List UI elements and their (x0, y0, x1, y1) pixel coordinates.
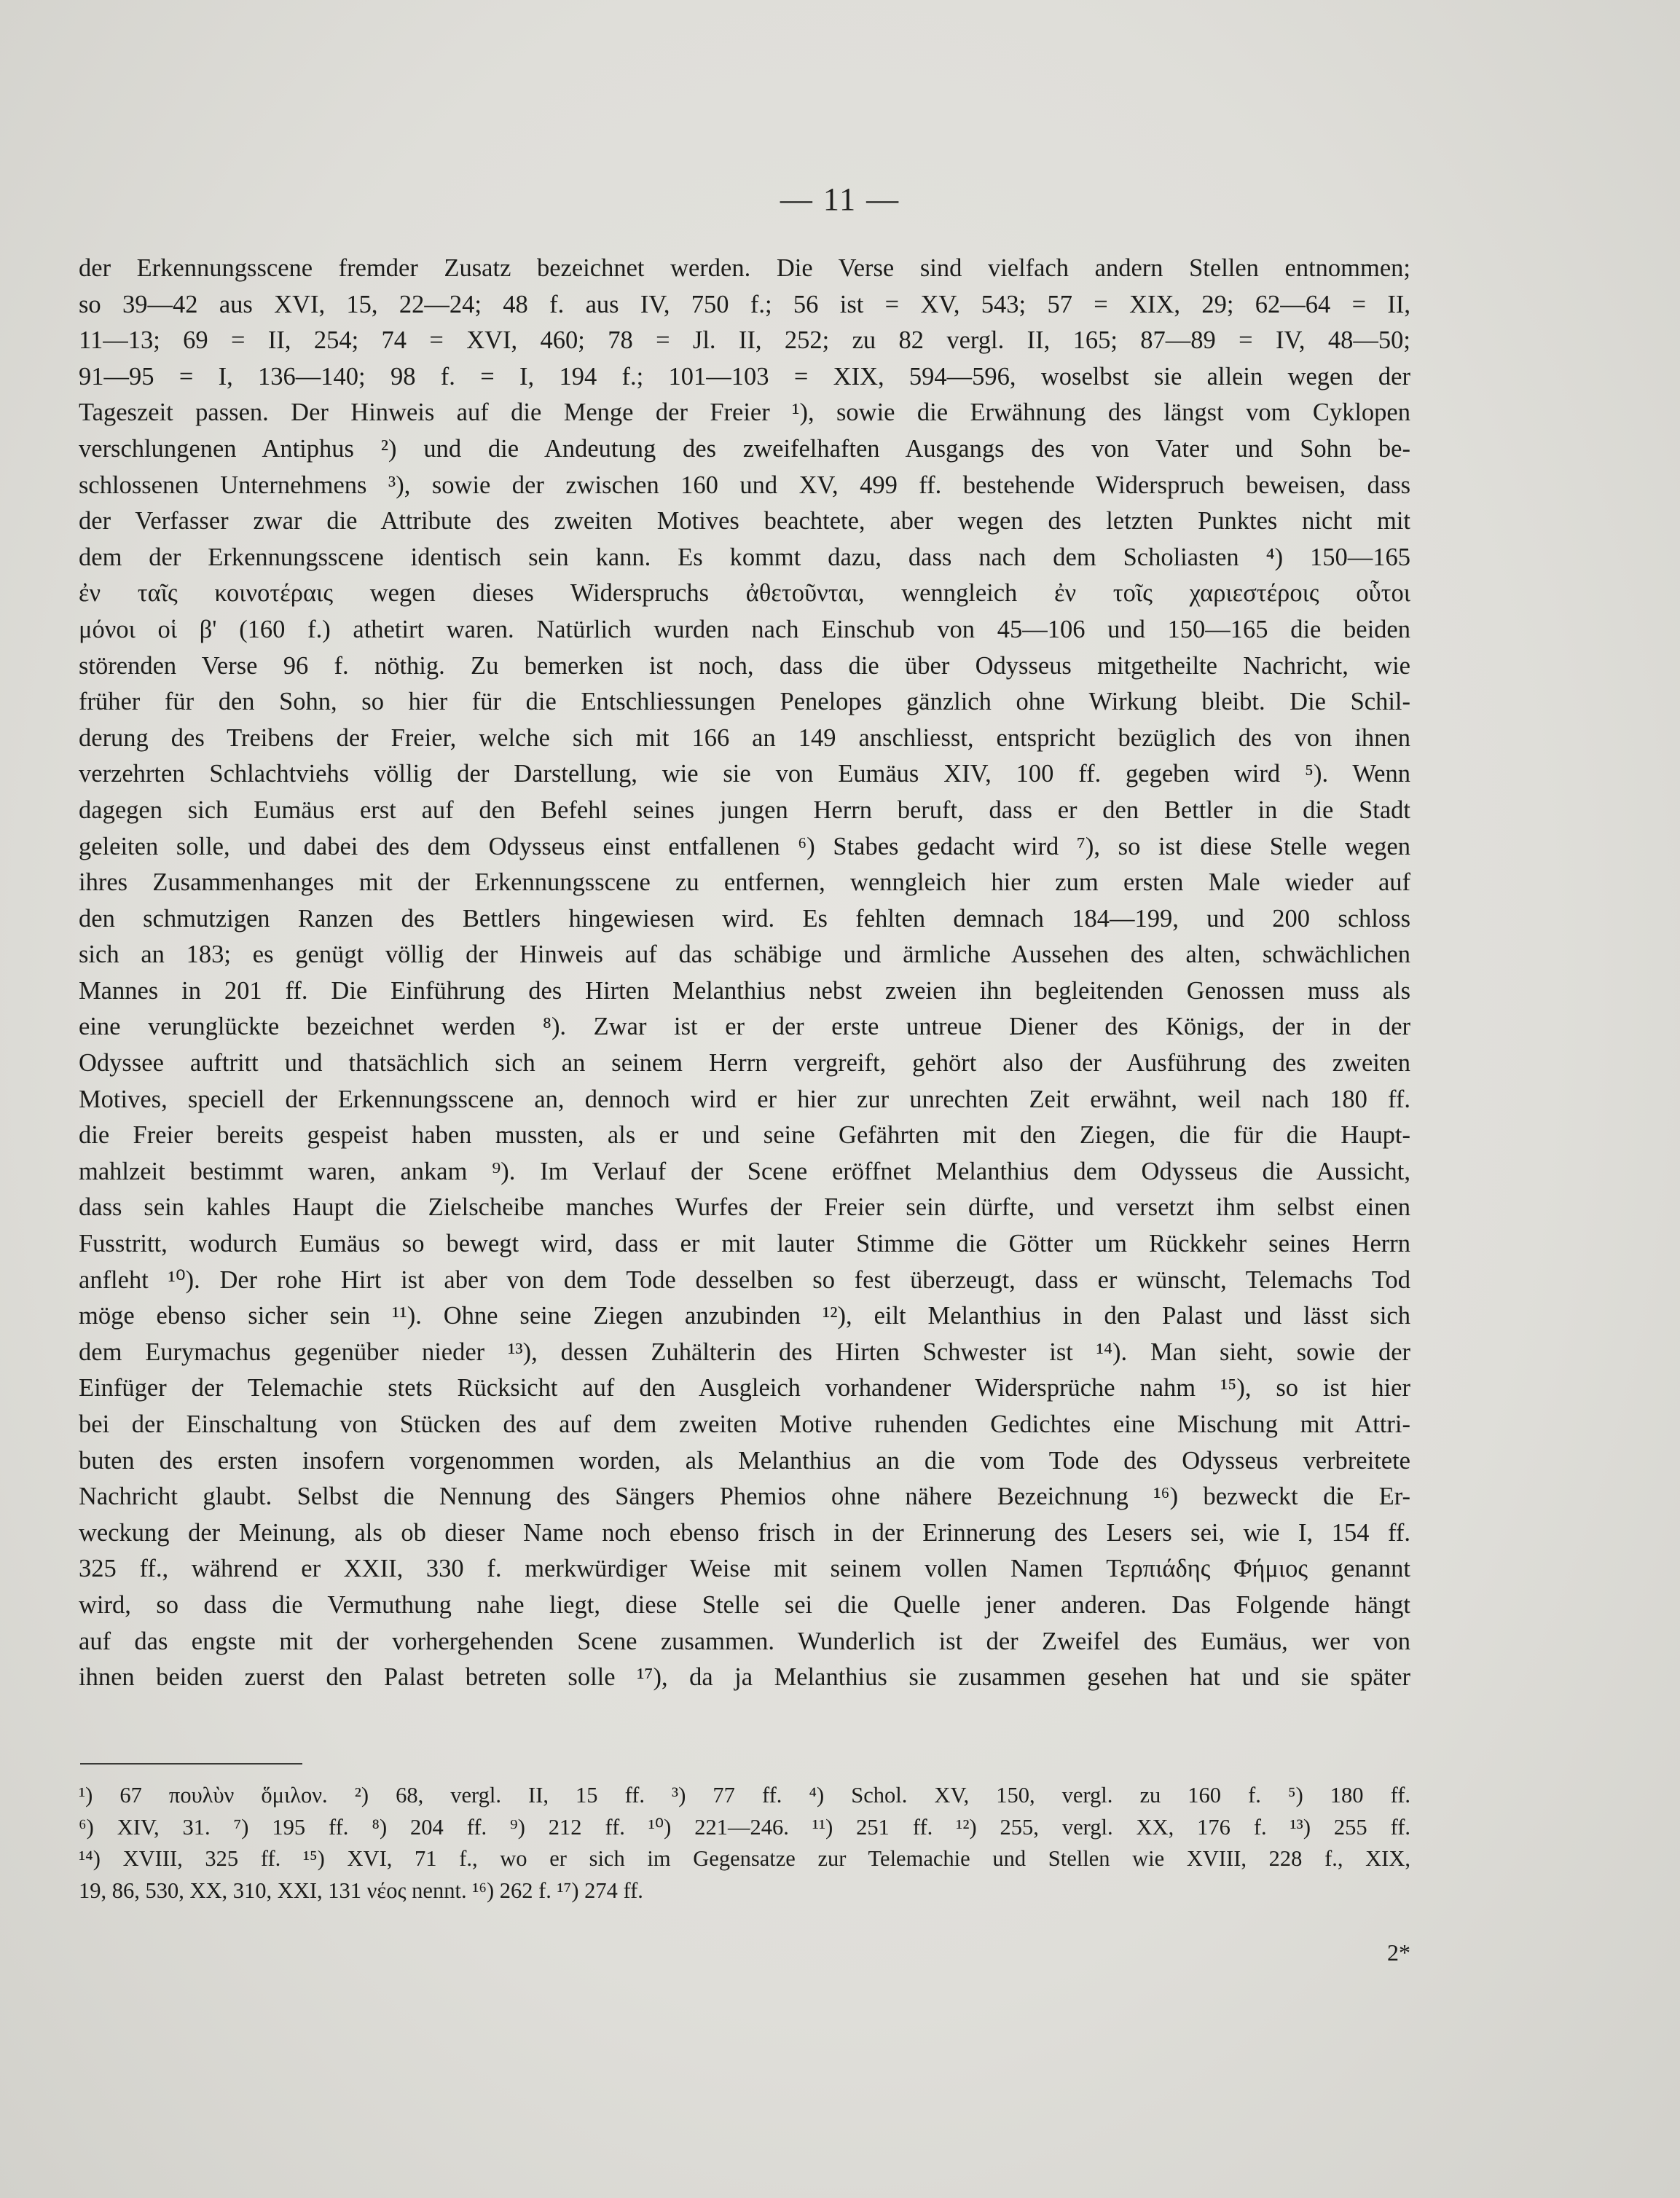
body-line: ἐν ταῖς κοινοτέραις wegen dieses Widerspruchs ἀθετοῦνται, wenngleich ἐν τοῖς χαριεστέροις οὗτοι (79, 579, 1410, 608)
body-line: der Erkennungsscene fremder Zusatz bezeichnet werden. Die Verse sind vielfach andern Stellen entnommen; (79, 254, 1410, 282)
footnotes (79, 1780, 1410, 1907)
body-line: dem der Erkennungsscene identisch sein kann. Es kommt dazu, dass nach dem Scholiasten ⁴) 150—165 (79, 543, 1410, 571)
body-line: schlossenen Unternehmens ³), sowie der zwischen 160 und XV, 499 ff. bestehende Widerspruch beweisen, dass (79, 471, 1410, 499)
body-line: Tageszeit passen. Der Hinweis auf die Menge der Freier ¹), sowie die Erwähnung des längst vom Cyklopen (79, 399, 1410, 427)
body-line: die Freier bereits gespeist haben mussten, als er und seine Gefährten mit den Ziegen, die für die Haupt- (79, 1121, 1410, 1150)
body-line: weckung der Meinung, als ob dieser Name noch ebenso frisch in der Erinnerung des Lesers sei, wie I, 154 ff. (79, 1518, 1410, 1547)
body-line: geleiten solle, und dabei des dem Odysseus einst entfallenen ⁶) Stabes gedacht wird ⁷), so ist diese Stelle wegen (79, 832, 1410, 860)
body-line: ihnen beiden zuerst den Palast betreten solle ¹⁷), da ja Melanthius sie zusammen gesehen hat und sie später (79, 1663, 1410, 1692)
footnote-line: ⁶) XIV, 31. ⁷) 195 ff. ⁸) 204 ff. ⁹) 212 ff. ¹⁰) 221—246. ¹¹) 251 ff. ¹²) 255, vergl. XX, 176 f. ¹³) 255 ff. (79, 1814, 1410, 1840)
body-line: der Verfasser zwar die Attribute des zweiten Motives beachtete, aber wegen des letzten Punktes nicht mit (79, 507, 1410, 535)
body-text (79, 251, 1410, 1696)
body-line: verzehrten Schlachtviehs völlig der Darstellung, wie sie von Eumäus XIV, 100 ff. gegeben wird ⁵). Wenn (79, 760, 1410, 788)
body-line: dass sein kahles Haupt die Zielscheibe manches Wurfes der Freier sein dürfte, und versetzt ihm selbst einen (79, 1193, 1410, 1222)
body-line: buten des ersten insofern vorgenommen worden, als Melanthius an die vom Tode des Odysseus verbreitete (79, 1446, 1410, 1475)
body-line: Fusstritt, wodurch Eumäus so bewegt wird, dass er mit lauter Stimme die Götter um Rückkehr seines Herrn (79, 1230, 1410, 1258)
body-line: verschlungenen Antiphus ²) und die Andeutung des zweifelhaften Ausgangs des von Vater und Sohn be- (79, 434, 1410, 463)
body-line: Odyssee auftritt und thatsächlich sich an seinem Herrn vergreift, gehört also der Ausführung des zweiten (79, 1049, 1410, 1078)
body-line: eine verunglückte bezeichnet werden ⁸). Zwar ist er der erste untreue Diener des Königs, der in der (79, 1013, 1410, 1041)
body-line: so 39—42 aus XVI, 15, 22—24; 48 f. aus IV, 750 f.; 56 ist = XV, 543; 57 = XIX, 29; 62—64 = II, (79, 290, 1410, 318)
body-line: Mannes in 201 ff. Die Einführung des Hirten Melanthius nebst zweien ihn begleitenden Genossen muss als (79, 976, 1410, 1005)
body-line: 91—95 = I, 136—140; 98 f. = I, 194 f.; 101—103 = XIX, 594—596, woselbst sie allein wegen der (79, 362, 1410, 390)
footnote-divider (80, 1763, 302, 1765)
footnote-line: ¹⁴) XVIII, 325 ff. ¹⁵) XVI, 71 f., wo er sich im Gegensatze zur Telemachie und Stellen wie XVIII, 228 f., XIX, (79, 1846, 1410, 1871)
body-line: Einfüger der Telemachie stets Rücksicht auf den Ausgleich vorhandener Widersprüche nahm ¹⁵), so ist hier (79, 1374, 1410, 1402)
body-line: früher für den Sohn, so hier für die Entschliessungen Penelopes gänzlich ohne Wirkung bleibt. Die Schil- (79, 688, 1410, 716)
body-line: störenden Verse 96 f. nöthig. Zu bemerken ist noch, dass die über Odysseus mitgetheilte Nachricht, wie (79, 651, 1410, 680)
signature-mark: 2* (1387, 1939, 1410, 1966)
body-line: μόνοι οἱ β' (160 f.) athetirt waren. Natürlich wurden nach Einschub von 45—106 und 150—165 die beiden (79, 615, 1410, 643)
body-line: auf das engste mit der vorhergehenden Scene zusammen. Wunderlich ist der Zweifel des Eumäus, wer von (79, 1627, 1410, 1655)
body-line: ihres Zusammenhanges mit der Erkennungsscene zu entfernen, wenngleich hier zum ersten Male wieder auf (79, 868, 1410, 897)
body-line: den schmutzigen Ranzen des Bettlers hingewiesen wird. Es fehlten demnach 184—199, und 200 schloss (79, 904, 1410, 933)
body-line: bei der Einschaltung von Stücken des auf dem zweiten Motive ruhenden Gedichtes eine Mischung mit Attri- (79, 1410, 1410, 1438)
body-line: derung des Treibens der Freier, welche sich mit 166 an 149 anschliesst, entspricht bezüglich des von ihnen (79, 723, 1410, 752)
body-line: mahlzeit bestimmt waren, ankam ⁹). Im Verlauf der Scene eröffnet Melanthius dem Odysseus die Aussicht, (79, 1157, 1410, 1185)
body-line: Nachricht glaubt. Selbst die Nennung des Sängers Phemios ohne nähere Bezeichnung ¹⁶) bezweckt die Er- (79, 1483, 1410, 1511)
body-line: 11—13; 69 = II, 254; 74 = XVI, 460; 78 = Jl. II, 252; zu 82 vergl. II, 165; 87—89 = IV, 48—50; (79, 326, 1410, 355)
body-line: möge ebenso sicher sein ¹¹). Ohne seine Ziegen anzubinden ¹²), eilt Melanthius in den Palast und lässt sich (79, 1302, 1410, 1330)
body-line: wird, so dass die Vermuthung nahe liegt, diese Stelle sei die Quelle jener anderen. Das Folgende hängt (79, 1590, 1410, 1619)
body-line: 325 ff., während er XXII, 330 f. merkwürdiger Weise mit seinem vollen Namen Τερπιάδης Φήμιος genannt (79, 1555, 1410, 1583)
body-line: sich an 183; es genügt völlig der Hinweis auf das schäbige und ärmliche Aussehen des alten, schwächlichen (79, 941, 1410, 969)
footnote-line: ¹) 67 πουλὺν ὅμιλον. ²) 68, vergl. II, 15 ff. ³) 77 ff. ⁴) Schol. XV, 150, vergl. zu 160 f. ⁵) 180 ff. (79, 1783, 1410, 1808)
body-line: dagegen sich Eumäus erst auf den Befehl seines jungen Herrn beruft, dass er den Bettler in die Stadt (79, 796, 1410, 824)
body-line: anfleht ¹⁰). Der rohe Hirt ist aber von dem Tode desselben so fest überzeugt, dass er wünscht, Telemachs Tod (79, 1265, 1410, 1294)
page-number: — 11 — (780, 181, 900, 217)
footnote-line: 19, 86, 530, XX, 310, XXI, 131 νέος nennt. ¹⁶) 262 f. ¹⁷) 274 ff. (79, 1877, 643, 1903)
body-line: dem Eurymachus gegenüber nieder ¹³), dessen Zuhälterin des Hirten Schwester ist ¹⁴). Man sieht, sowie der (79, 1338, 1410, 1366)
body-line: Motives, speciell der Erkennungsscene an, dennoch wird er hier zur unrechten Zeit erwähnt, weil nach 180 ff. (79, 1085, 1410, 1113)
